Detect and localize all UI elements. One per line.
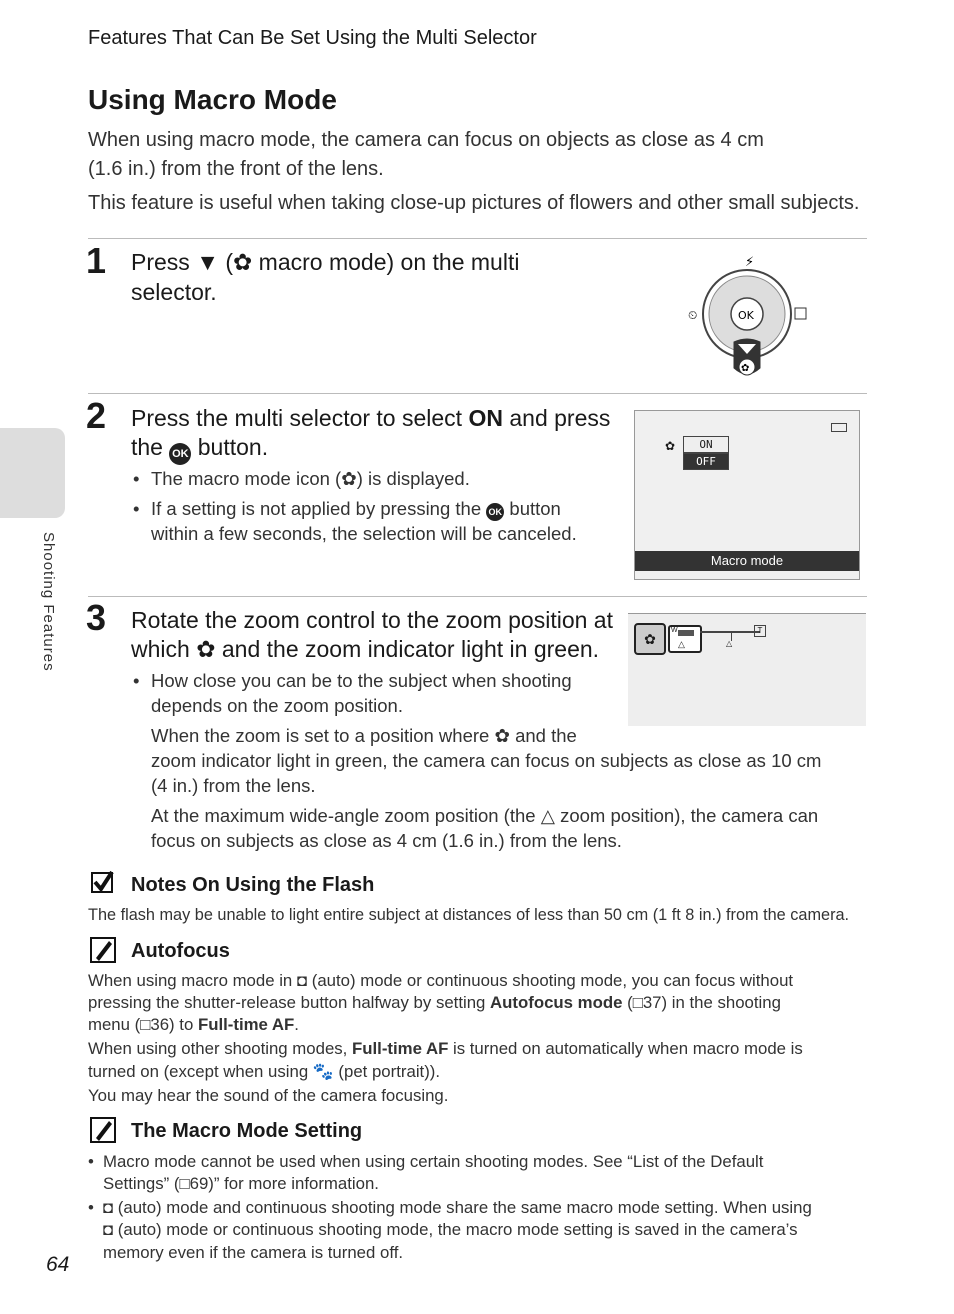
page-title: Using Macro Mode [88, 84, 337, 115]
autofocus-line-4: When using other shooting modes, Full-time AF is turned on automatically when macro mode is [88, 1039, 803, 1058]
setting-bullet-2: • ◘ (auto) mode and continuous shooting mode share the same macro mode setting. When using [88, 1198, 812, 1217]
flash-icon: ⚡ [745, 255, 755, 270]
zoom-screen [628, 613, 866, 726]
step-3-para-2: At the maximum wide-angle zoom position (the △ zoom position), the camera can [151, 805, 819, 826]
setting-bullet-1: • Macro mode cannot be used when using certain shooting modes. See “List of the Default [88, 1152, 764, 1171]
step-number: 1 [86, 240, 107, 281]
autofocus-line-6: You may hear the sound of the camera focusing. [88, 1086, 449, 1105]
caution-check-icon [90, 870, 116, 896]
intro-line-1: When using macro mode, the camera can focus on objects as close as 4 cm [88, 129, 764, 151]
macro-icon: ✿ [665, 439, 676, 453]
page-ref-icon: □ [179, 1174, 190, 1193]
step-3-bullet: • How close you can be to the subject when shooting [133, 670, 572, 691]
autofocus-line-5: turned on (except when using 🐾 (pet portrait)). [88, 1062, 441, 1081]
note-pencil-icon [90, 937, 116, 963]
note-pencil-icon [90, 1117, 116, 1143]
step-2-bullet-2: • If a setting is not applied by pressing the OK button [133, 498, 561, 519]
section-label: Shooting Features [40, 532, 57, 672]
autofocus-line-3: menu (□36) to Full-time AF. [88, 1015, 299, 1034]
ok-button-icon: OK [486, 503, 504, 521]
step-3-para-2-line-2: focus on subjects as close as 4 cm (1.6 in.) from the lens. [151, 830, 622, 851]
page-ref-icon: □ [140, 1015, 151, 1034]
setting-bullet-1-line-2: Settings” (□69)” for more information. [103, 1174, 379, 1193]
step-number: 3 [86, 597, 107, 638]
on-option[interactable]: ON [683, 436, 729, 453]
macro-icon: ✿ [634, 623, 666, 655]
step-2-text: Press the multi selector to select ON and press [131, 405, 611, 431]
zoom-indicator: W △ [668, 625, 702, 653]
camera-screen [634, 410, 860, 580]
page-ref-icon: □ [632, 993, 643, 1012]
wide-angle-icon: △ [540, 805, 555, 826]
screen-caption: Macro mode [635, 551, 859, 571]
self-timer-icon: ⏲ [688, 308, 698, 322]
page-number: 64 [46, 1253, 70, 1276]
divider [88, 596, 867, 597]
camera-auto-icon: ◘ [103, 1220, 114, 1239]
camera-auto-icon: ◘ [296, 971, 308, 990]
step-3-bullet-line-2: depends on the zoom position. [151, 695, 403, 716]
divider [88, 238, 867, 239]
svg-text:OK: OK [738, 309, 754, 322]
divider [88, 393, 867, 394]
macro-icon: ✿ [233, 249, 253, 275]
step-3-text-2: which ✿ and the zoom indicator light in green. [131, 636, 600, 662]
multi-selector-illustration [685, 250, 810, 385]
zoom-marker: △ [726, 639, 733, 648]
breadcrumb: Features That Can Be Set Using the Multi Selector [88, 27, 537, 49]
macro-icon: ✿ [196, 636, 216, 662]
macro-icon: ✿ [494, 725, 510, 746]
battery-icon [831, 423, 847, 432]
macro-icon: ✿ [341, 468, 357, 489]
autofocus-line-2: pressing the shutter-release button halfway by setting Autofocus mode (□37) in the shooting [88, 993, 781, 1012]
autofocus-line-1: When using macro mode in ◘ (auto) mode or continuous shooting mode, you can focus without [88, 971, 794, 990]
step-2-text-2: the OK button. [131, 432, 268, 465]
macro-flower-icon: ✿ [741, 363, 750, 374]
wide-angle-icon: △ [678, 639, 685, 649]
tele-label: T [754, 625, 766, 637]
section-tab [0, 428, 65, 518]
pet-portrait-icon: 🐾 [312, 1062, 334, 1081]
off-option[interactable]: OFF [683, 453, 729, 470]
step-2-bullet-2-line-2: within a few seconds, the selection will be canceled. [151, 523, 577, 544]
down-arrow-icon: ▼ [196, 249, 219, 275]
step-number: 2 [86, 395, 107, 436]
note-heading-flash: Notes On Using the Flash [131, 874, 375, 896]
ok-button-icon: OK [169, 443, 191, 465]
setting-bullet-2-line-2: ◘ (auto) mode or continuous shooting mode, the macro mode setting is saved in the camera’s [103, 1220, 798, 1239]
note-heading-autofocus: Autofocus [131, 940, 230, 962]
note-heading-setting: The Macro Mode Setting [131, 1120, 363, 1142]
step-1-text: Press ▼ (✿ macro mode) on the multi [131, 249, 520, 275]
intro-line-2: (1.6 in.) from the front of the lens. [88, 158, 384, 180]
setting-bullet-2-line-3: memory even if the camera is turned off. [103, 1243, 404, 1262]
step-1-text-2: selector. [131, 279, 217, 305]
step-3-para-1-line-2: zoom indicator light in green, the camera can focus on subjects as close as 10 cm [151, 750, 822, 771]
note-body-flash: The flash may be unable to light entire subject at distances of less than 50 cm (1 ft 8 in.) from the camera. [88, 906, 850, 924]
step-3-para-1-line-3: (4 in.) from the lens. [151, 775, 316, 796]
intro-line-3: This feature is useful when taking close-up pictures of flowers and other small subjects. [88, 192, 860, 214]
step-3-para-1: When the zoom is set to a position where ✿ and the [151, 725, 577, 746]
step-3-text: Rotate the zoom control to the zoom position at [131, 607, 613, 633]
camera-auto-icon: ◘ [103, 1198, 114, 1217]
step-2-bullet-1: • The macro mode icon (✿) is displayed. [133, 468, 470, 489]
